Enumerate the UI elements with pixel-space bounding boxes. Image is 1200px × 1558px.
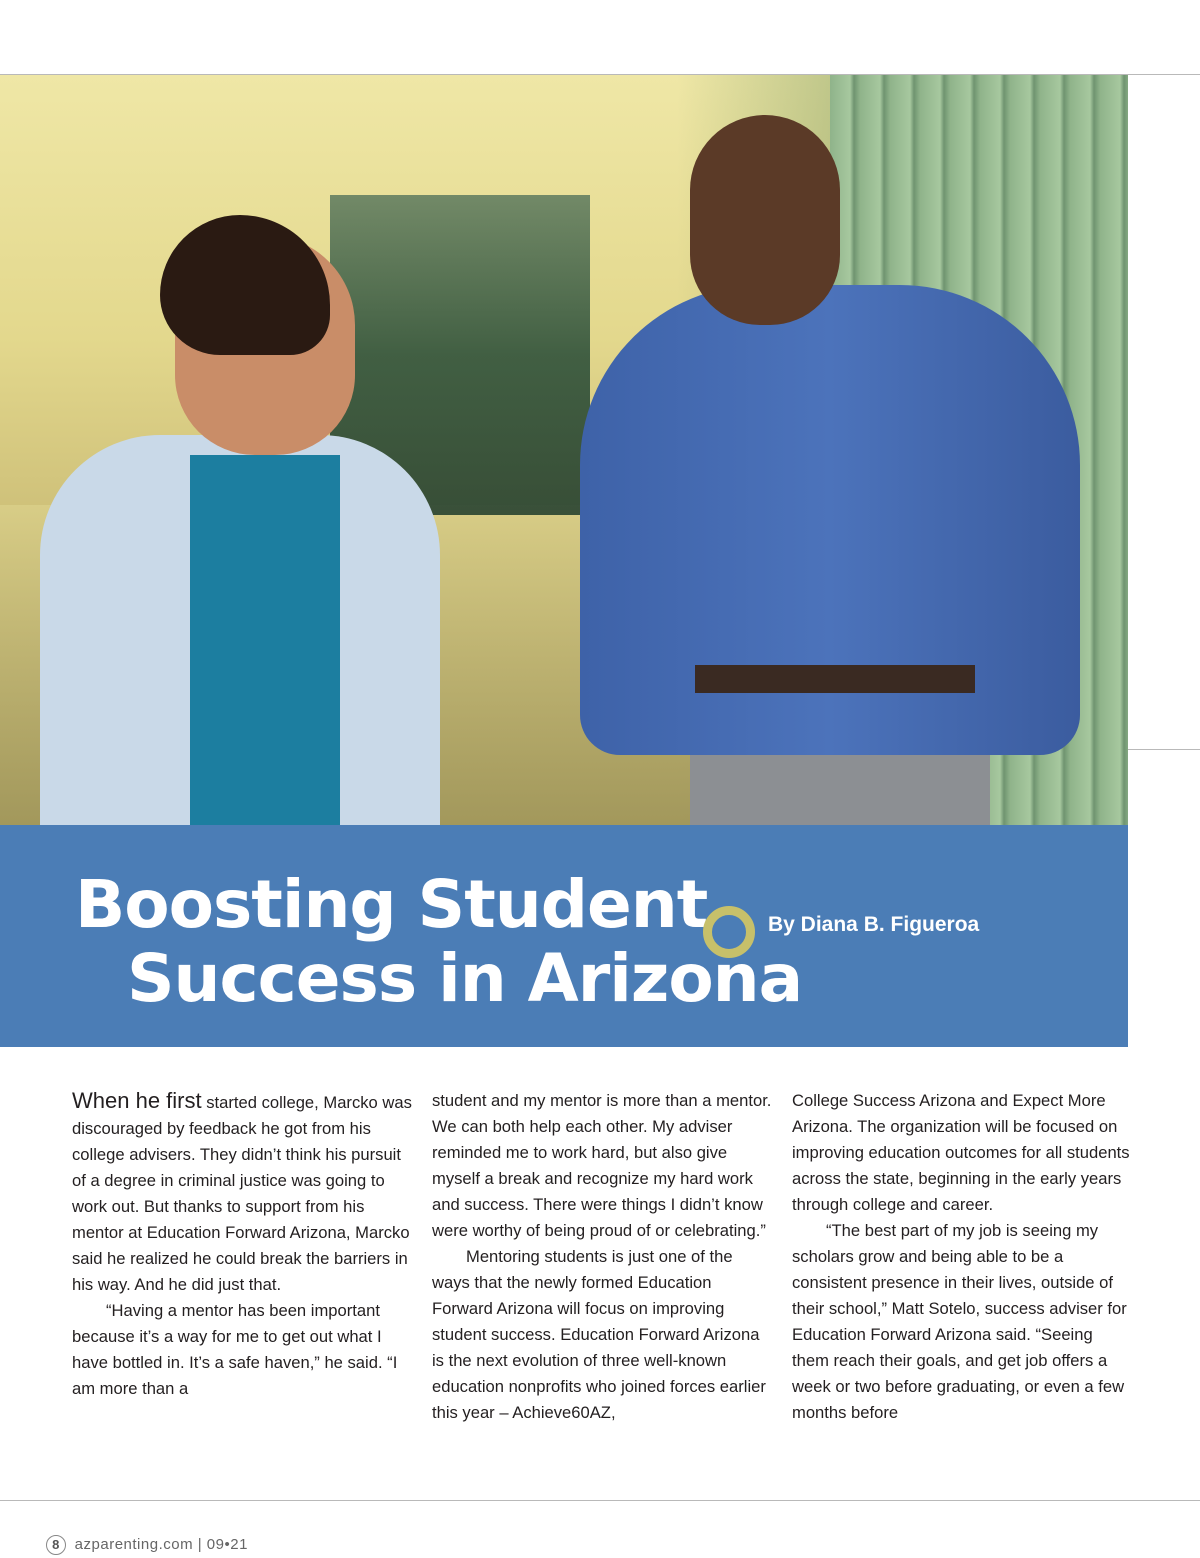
student-hair bbox=[160, 215, 330, 355]
lead-in: When he first bbox=[72, 1088, 202, 1113]
ring-icon bbox=[703, 906, 755, 958]
mid-rule bbox=[1128, 749, 1200, 750]
column-2 bbox=[432, 1088, 772, 1426]
paragraph: student and my mentor is more than a mentor. We can both help each other. My adviser reminded me to work hard, but also give myself a break and recognize my hard work and success. There were things I didn’t know were worthy of being proud of or celebrating.” bbox=[432, 1091, 772, 1240]
column-1 bbox=[72, 1088, 412, 1402]
page-number: 8 bbox=[46, 1535, 66, 1555]
paragraph: “The best part of my job is seeing my scholars grow and being able to be a consistent presence in their lives, outside of their school,” Matt Sotelo, success adviser for Education Forward Arizona said. “Seeing them reach their goals, and get job offers a week or two before graduating, or even a few months before bbox=[792, 1221, 1127, 1422]
footer-text[interactable]: azparenting.com | 09•21 bbox=[74, 1536, 248, 1553]
article-title bbox=[75, 868, 802, 1016]
paragraph: College Success Arizona and Expect More Arizona. The organization will be focused on improving education outcomes for all students across the state, beginning in the early years through college and career. bbox=[792, 1091, 1130, 1214]
student-tee bbox=[190, 455, 340, 825]
byline: By Diana B. Figueroa bbox=[768, 913, 980, 936]
title-line-2: Success in Arizona bbox=[127, 940, 803, 1017]
paragraph-text: started college, Marcko was discouraged by feedback he got from his college advisers. They didn’t think his pursuit of a degree in criminal justice was going to work out. But thanks to support from his mentor at Education Forward Arizona, Marcko said he realized he could break the barriers in his way. And he did just that. bbox=[72, 1093, 412, 1294]
paragraph: “Having a mentor has been important because it’s a way for me to get out what I have bottled in. It’s a safe haven,” he said. “I am more than a bbox=[72, 1301, 398, 1398]
paragraph bbox=[72, 1088, 412, 1298]
mentor-head bbox=[690, 115, 840, 325]
mentor-belt bbox=[695, 665, 975, 693]
column-3 bbox=[792, 1088, 1132, 1426]
paragraph: Mentoring students is just one of the ways that the newly formed Education Forward Arizona will focus on improving student success. Education Forward Arizona is the next evolution of three well-known education nonprofits who joined forces earlier this year – Achieve60AZ, bbox=[432, 1247, 766, 1422]
bottom-rule bbox=[0, 1500, 1200, 1501]
page-footer bbox=[46, 1535, 248, 1555]
hero-photo bbox=[0, 75, 1128, 825]
title-line-1: Boosting Student bbox=[75, 866, 708, 943]
